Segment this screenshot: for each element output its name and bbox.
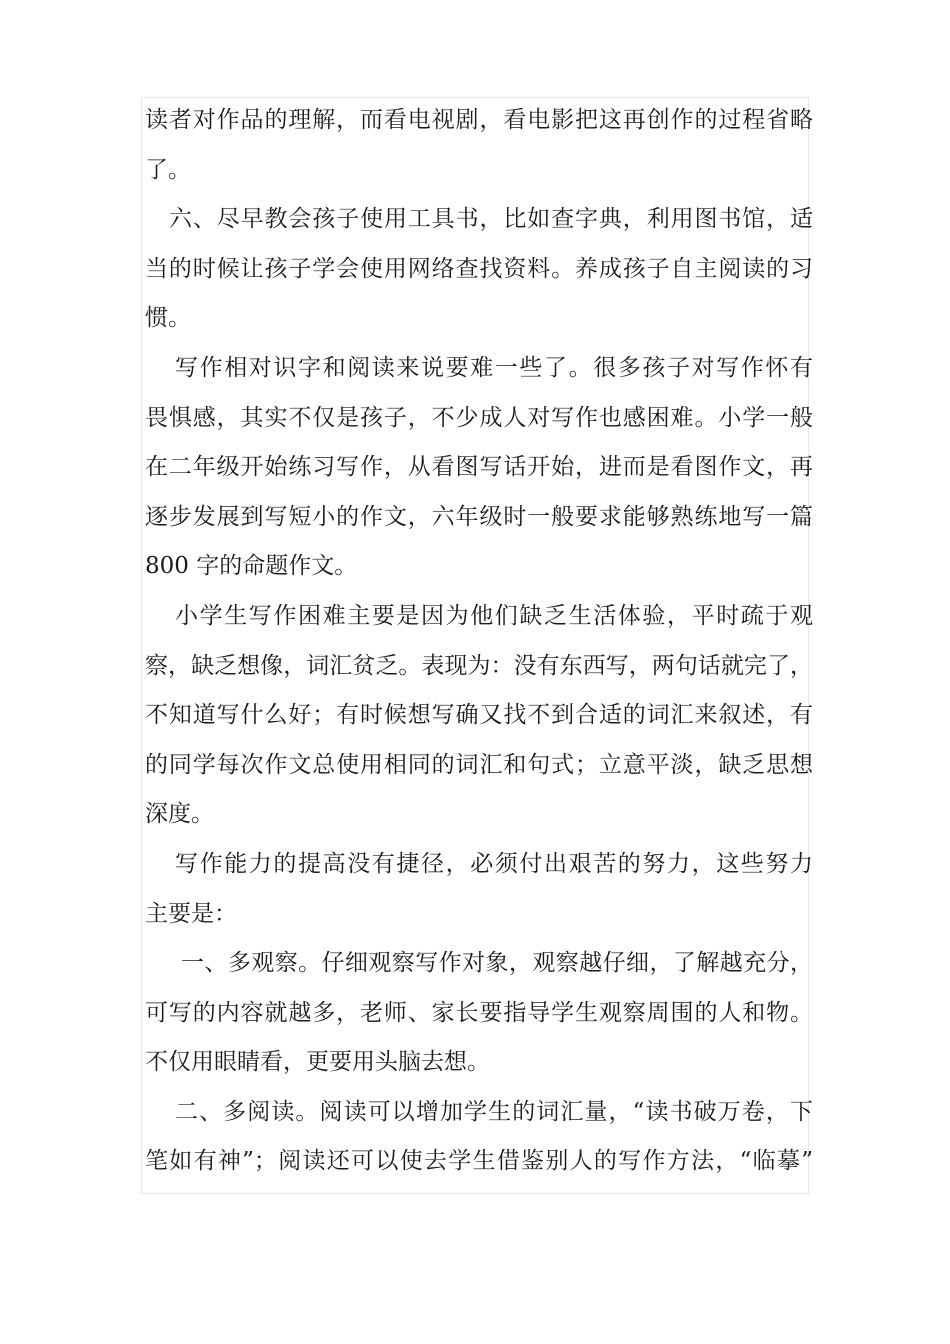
text-line: 逐步发展到写短小的作文，六年级时一般要求能够熟练地写一篇 bbox=[145, 503, 813, 530]
text-line: 800 字的命题作文。 bbox=[145, 553, 358, 580]
text-line: 察，缺乏想像，词汇贫乏。表现为：没有东西写，两句话就完了， bbox=[145, 652, 813, 679]
text-line: 可写的内容就越多，老师、家长要指导学生观察周围的人和物。 bbox=[145, 999, 813, 1026]
text-line: 的同学每次作文总使用相同的词汇和句式；立意平淡，缺乏思想 bbox=[145, 751, 813, 778]
paragraph-start-line: 写作相对识字和阅读来说要难一些了。很多孩子对写作怀有 bbox=[175, 354, 813, 381]
document-body bbox=[145, 96, 813, 1187]
text-line: 畏惧感，其实不仅是孩子，不少成人对写作也感困难。小学一般 bbox=[145, 404, 813, 431]
text-line: 在二年级开始练习写作，从看图写话开始，进而是看图作文，再 bbox=[145, 454, 813, 481]
text-line: 读者对作品的理解，而看电视剧，看电影把这再创作的过程省略 bbox=[145, 107, 813, 133]
paragraph-start-line: 一、多观察。仔细观察写作对象，观察越仔细，了解越充分， bbox=[181, 950, 813, 977]
paragraph-start-line: 小学生写作困难主要是因为他们缺乏生活体验，平时疏于观 bbox=[175, 602, 813, 629]
text-line: 笔如有神”；阅读还可以使去学生借鉴别人的写作方法，“临摹” bbox=[145, 1148, 813, 1175]
text-line: 惯。 bbox=[145, 305, 191, 332]
text-line: 不知道写什么好；有时候想写确又找不到合适的词汇来叙述，有 bbox=[145, 702, 813, 729]
paragraph-start-line: 二、多阅读。阅读可以增加学生的词汇量，“读书破万卷，下 bbox=[175, 1098, 813, 1125]
text-line: 主要是： bbox=[145, 900, 237, 927]
paragraph-start-line: 写作能力的提高没有捷径，必须付出艰苦的努力，这些努力 bbox=[175, 850, 813, 877]
paragraph-start-line: 六、尽早教会孩子使用工具书，比如查字典，利用图书馆，适 bbox=[169, 206, 813, 233]
text-line: 深度。 bbox=[145, 801, 214, 828]
text-line: 了。 bbox=[145, 156, 191, 183]
text-line: 不仅用眼睛看，更要用头脑去想。 bbox=[145, 1049, 490, 1076]
text-line: 当的时候让孩子学会使用网络查找资料。养成孩子自主阅读的习 bbox=[145, 255, 813, 282]
